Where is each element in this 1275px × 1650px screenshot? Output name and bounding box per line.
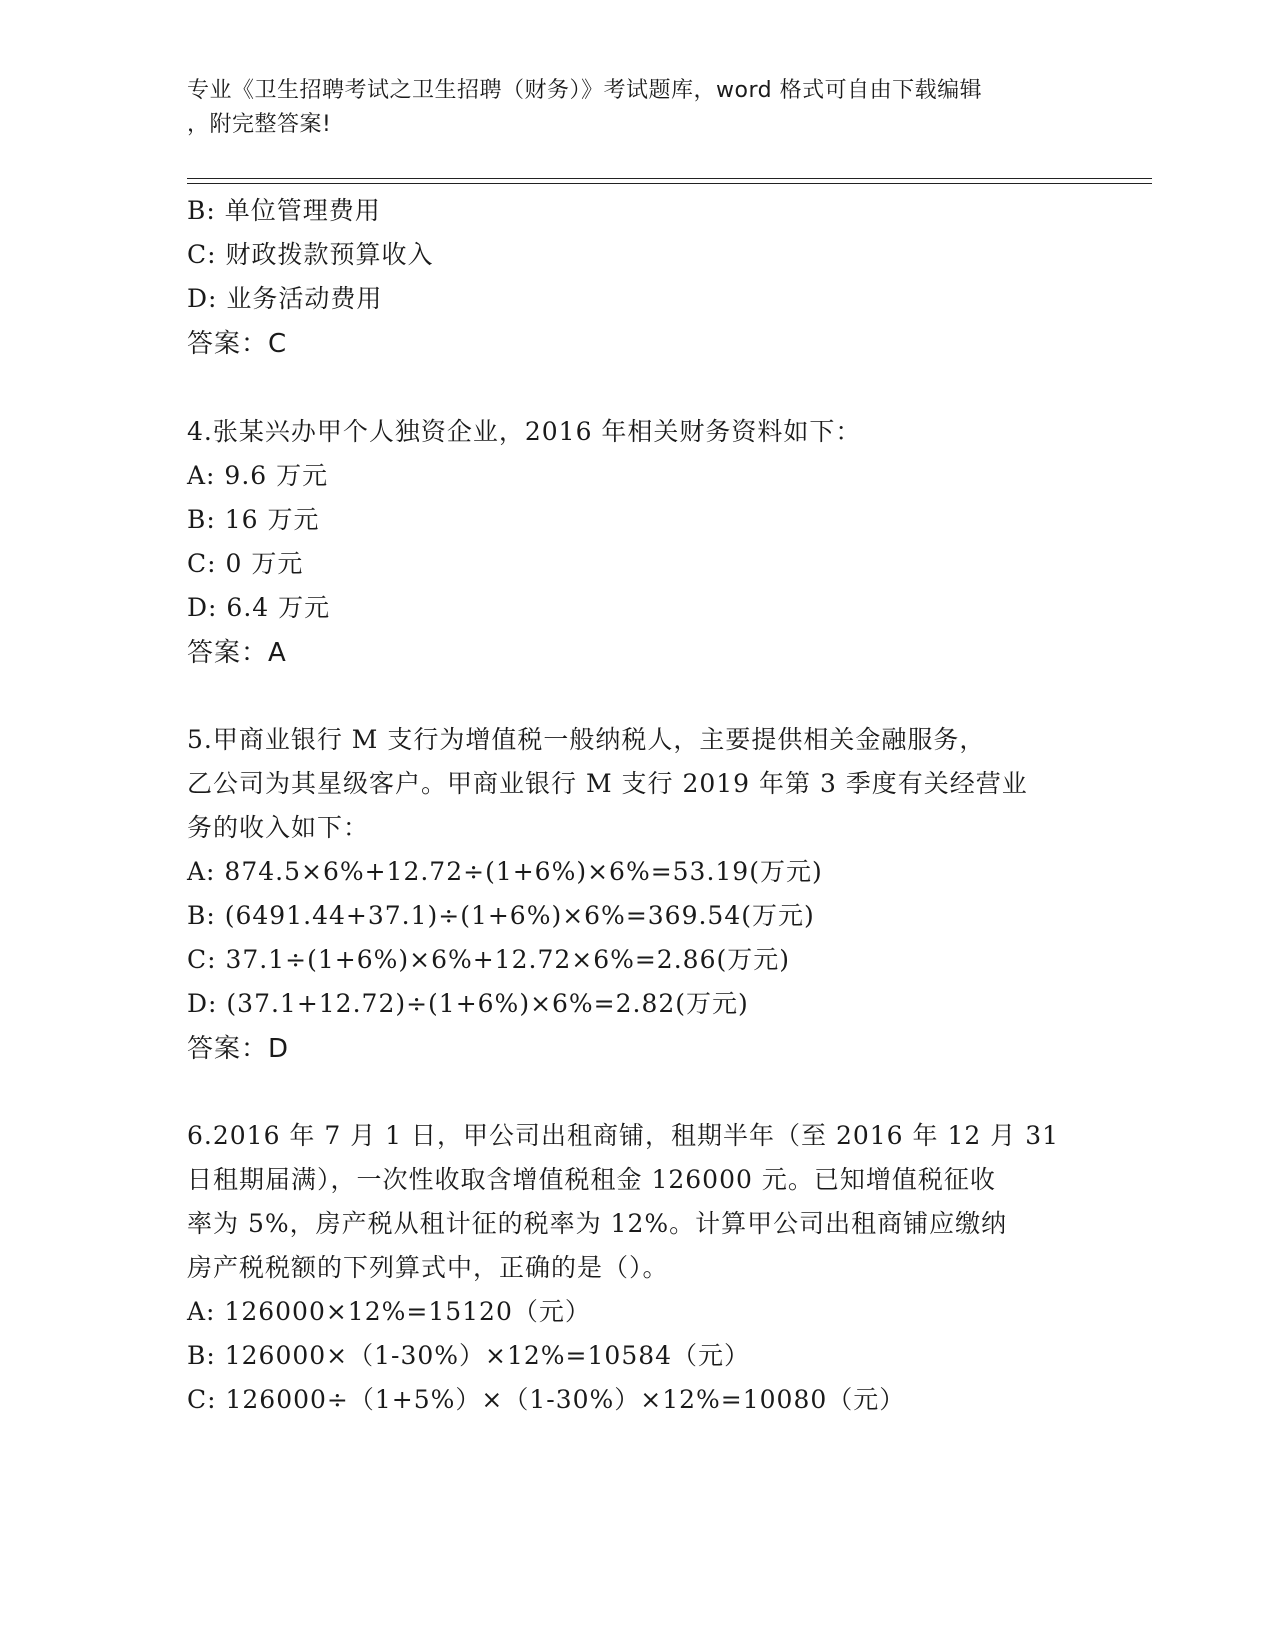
q5-option-b: B: (6491.44+37.1)÷(1+6%)×6%=369.54(万元) (187, 901, 815, 930)
q3-option-d: D: 业务活动费用 (187, 284, 383, 313)
q5-stem-line-2: 乙公司为其星级客户。甲商业银行 M 支行 2019 年第 3 季度有关经营业 (187, 769, 1028, 798)
q4-option-a: A: 9.6 万元 (187, 461, 329, 490)
q5-stem-line-1: 5.甲商业银行 M 支行为增值税一般纳税人，主要提供相关金融服务， (187, 725, 986, 754)
q6-option-a: A: 126000×12%=15120（元） (187, 1297, 591, 1326)
header-divider-top (187, 178, 1152, 179)
document-header (187, 74, 1067, 142)
q5-stem-line-3: 务的收入如下： (187, 813, 370, 842)
q4-option-b: B: 16 万元 (187, 505, 320, 534)
q4-stem: 4.张某兴办甲个人独资企业，2016 年相关财务资料如下： (187, 417, 862, 446)
q3-answer: 答案：C (187, 329, 288, 359)
header-line-1: 专业《卫生招聘考试之卫生招聘（财务）》考试题库，word 格式可自由下载编辑 (187, 78, 983, 103)
q5-option-a: A: 874.5×6%+12.72÷(1+6%)×6%=53.19(万元) (187, 857, 823, 886)
q4-option-c: C: 0 万元 (187, 549, 304, 578)
q6-stem-line-4: 房产税税额的下列算式中，正确的是（）。 (187, 1253, 669, 1282)
header-line-2: ，附完整答案! (187, 112, 332, 137)
q3-option-b: B: 单位管理费用 (187, 196, 381, 225)
q6-stem-line-2: 日租期届满），一次性收取含增值税租金 126000 元。已知增值税征收 (187, 1165, 996, 1194)
q6-stem-line-1: 6.2016 年 7 月 1 日，甲公司出租商铺，租期半年（至 2016 年 12 月 31 (187, 1121, 1060, 1150)
q4-option-d: D: 6.4 万元 (187, 593, 331, 622)
q6-stem-line-3: 率为 5%，房产税从租计征的税率为 12%。计算甲公司出租商铺应缴纳 (187, 1209, 1008, 1238)
q4-answer: 答案：A (187, 638, 287, 668)
q5-option-d: D: (37.1+12.72)÷(1+6%)×6%=2.82(万元) (187, 989, 749, 1018)
q5-option-c: C: 37.1÷(1+6%)×6%+12.72×6%=2.86(万元) (187, 945, 790, 974)
q5-answer: 答案：D (187, 1034, 290, 1064)
q6-option-b: B: 126000×（1-30%）×12%=10584（元） (187, 1341, 751, 1370)
header-divider-bottom (187, 183, 1152, 184)
q6-option-c: C: 126000÷（1+5%）×（1-30%）×12%=10080（元） (187, 1385, 906, 1414)
q3-option-c: C: 财政拨款预算收入 (187, 240, 434, 269)
